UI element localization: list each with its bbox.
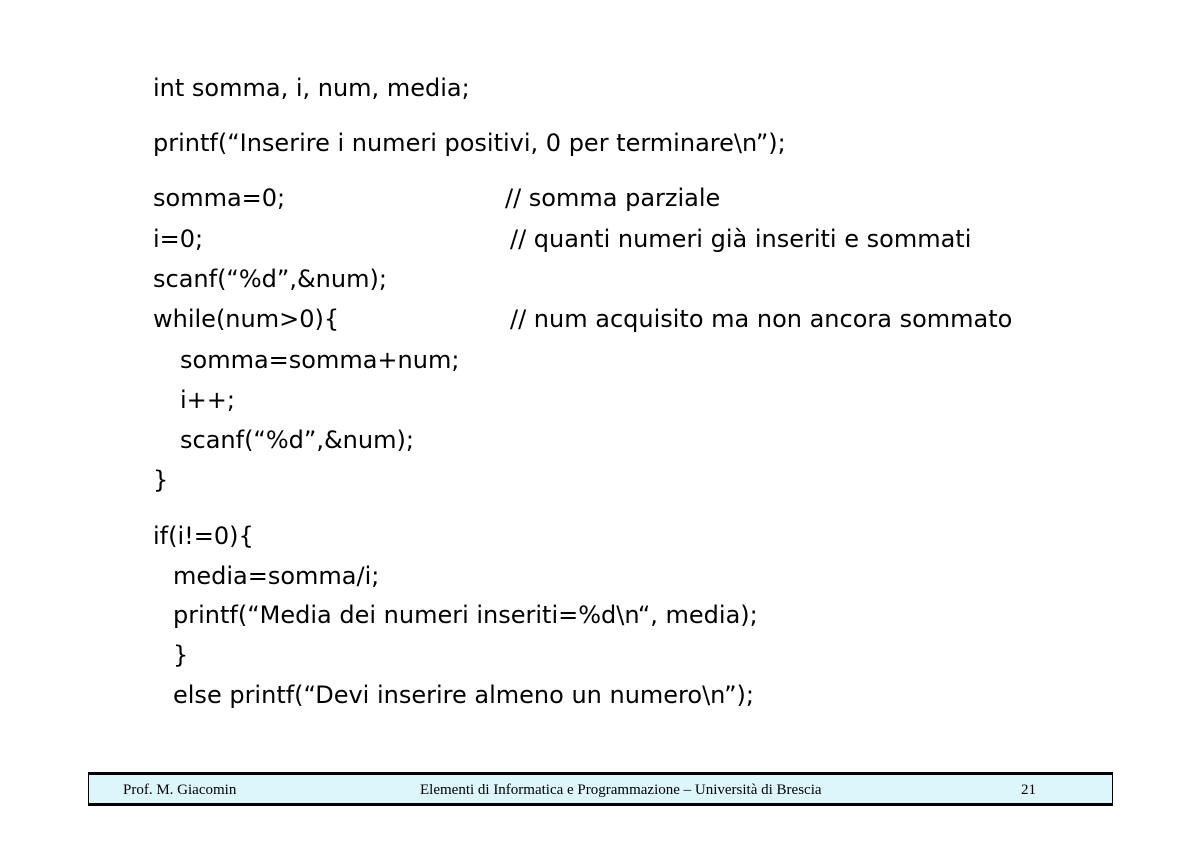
code-line-increment: i++;	[180, 386, 235, 414]
slide-footer	[88, 772, 1113, 806]
code-line-while-close: }	[153, 466, 169, 494]
code-line-somma-init: somma=0;	[153, 184, 286, 212]
code-line-while: while(num>0){	[153, 305, 340, 333]
code-line-media: media=somma/i;	[173, 562, 380, 590]
code-line-scanf-loop: scanf(“%d”,&num);	[180, 426, 414, 454]
code-line-if-close: }	[173, 641, 189, 669]
code-line-if: if(i!=0){	[153, 522, 254, 550]
footer-page-number: 21	[1021, 782, 1036, 798]
code-line-printf-prompt: printf(“Inserire i numeri positivi, 0 per terminare\n”);	[153, 129, 786, 157]
footer-author: Prof. M. Giacomin	[123, 782, 237, 798]
code-line-printf-media: printf(“Media dei numeri inseriti=%d\n“, media);	[173, 601, 758, 629]
comment-num-acquisito: // num acquisito ma non ancora sommato	[510, 305, 1013, 333]
code-line-scanf-first: scanf(“%d”,&num);	[153, 265, 387, 293]
code-line-else: else printf(“Devi inserire almeno un numero\n”);	[173, 681, 754, 709]
code-line-declaration: int somma, i, num, media;	[153, 74, 470, 102]
footer-course: Elementi di Informatica e Programmazione – Università di Brescia	[420, 782, 822, 798]
comment-somma-parziale: // somma parziale	[505, 184, 721, 212]
code-line-somma-update: somma=somma+num;	[180, 346, 460, 374]
comment-quanti-numeri: // quanti numeri già inseriti e sommati	[510, 225, 972, 253]
code-line-i-init: i=0;	[153, 225, 204, 253]
